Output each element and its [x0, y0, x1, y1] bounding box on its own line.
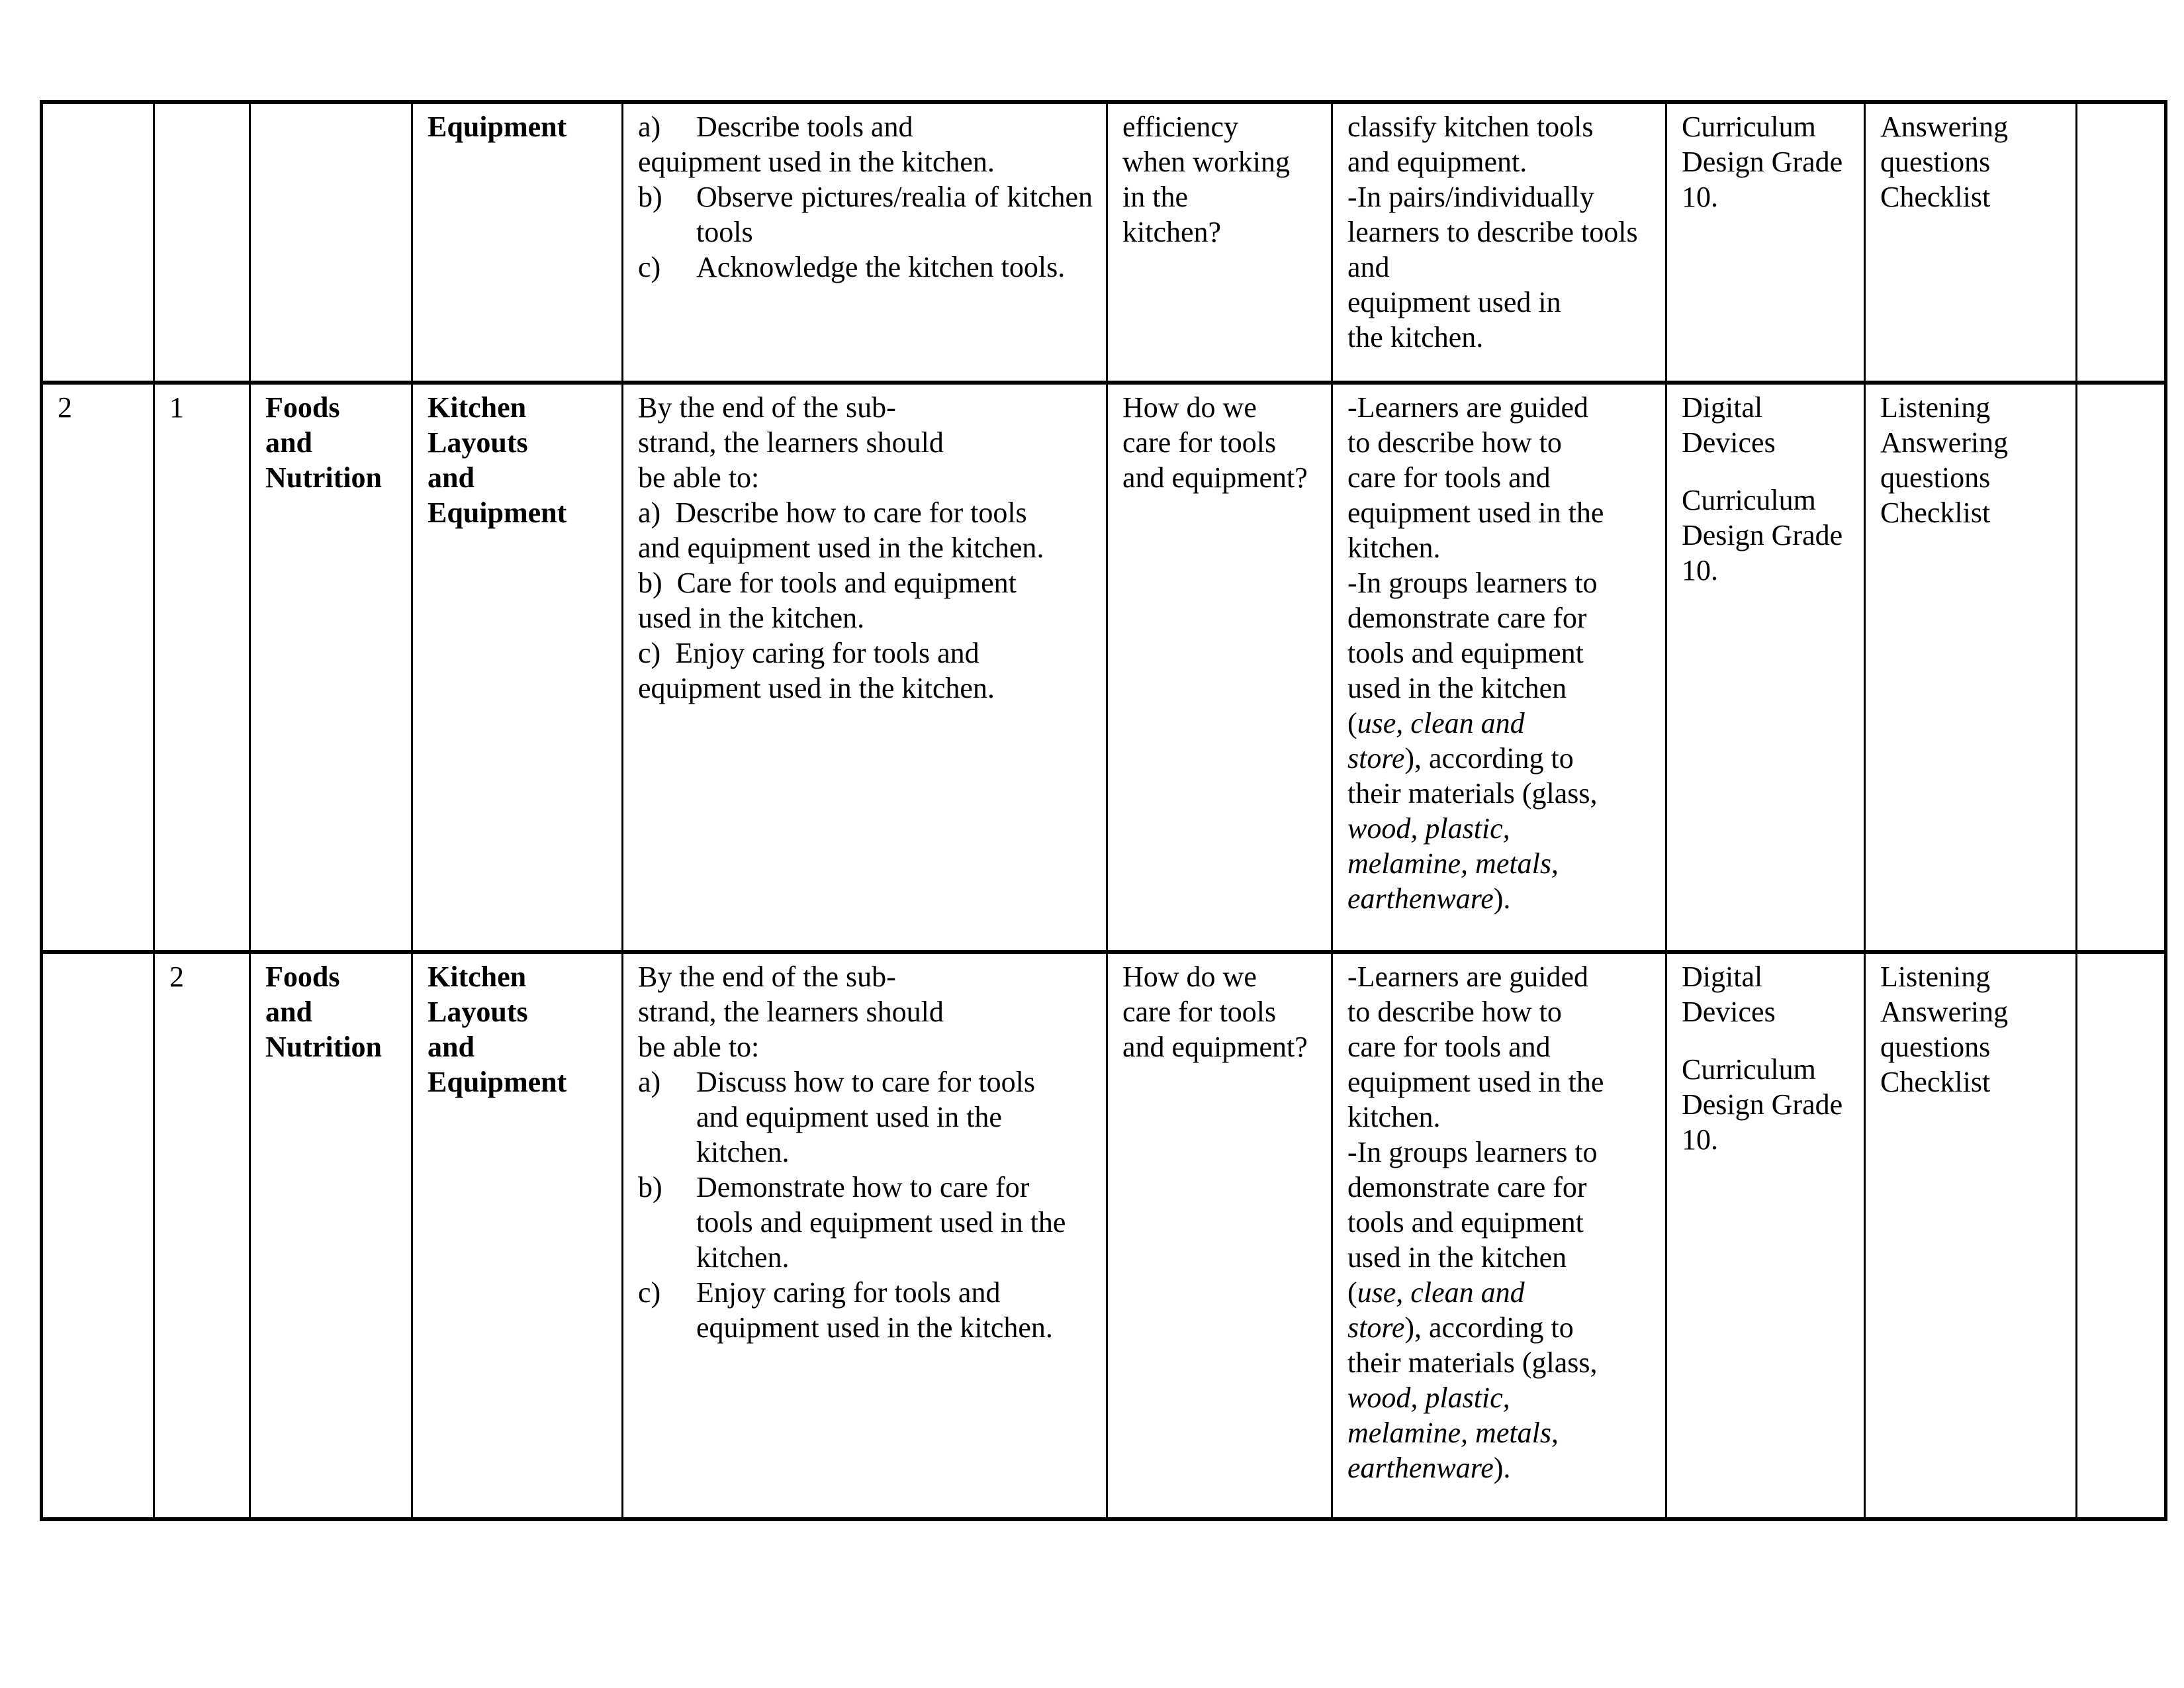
outcome-text: Describe how to care for tools	[675, 496, 1027, 529]
experience-italic: use, clean and	[1357, 707, 1525, 739]
experience-italic: earthenware	[1347, 882, 1494, 915]
reflection-cell	[2077, 952, 2166, 1519]
resource-line: 10.	[1682, 181, 1718, 213]
experience-line	[1347, 741, 1652, 776]
assessment-line: Answering	[1880, 996, 2009, 1028]
strand-line: and	[265, 426, 312, 459]
outcome-item-a	[638, 1064, 1093, 1170]
experience-line: equipment used in the	[1347, 1066, 1604, 1098]
outcome-marker: b)	[638, 567, 662, 599]
learning-resources-cell	[1666, 102, 1865, 383]
outcome-item-c	[638, 1275, 1093, 1345]
resource-line: 10.	[1682, 554, 1718, 586]
experience-italic: use, clean and	[1357, 1276, 1525, 1309]
sub-strand-line: Layouts	[428, 426, 528, 459]
lesson-cell: 1	[154, 383, 250, 952]
key-inquiry-cell	[1107, 383, 1332, 952]
assessment-line: questions	[1880, 146, 1991, 178]
experience-line: -In pairs/individually	[1347, 181, 1594, 213]
spacer	[1682, 460, 1850, 483]
inquiry-line: in the	[1122, 181, 1188, 213]
outcome-marker: a)	[638, 1066, 661, 1098]
outcome-text: and equipment used in the	[696, 1101, 1002, 1133]
experience-line	[1347, 1450, 1652, 1485]
outcome-text: Demonstrate how to care for	[696, 1171, 1030, 1203]
resource-line: Devices	[1682, 996, 1776, 1028]
outcome-text: tools and equipment used in the	[696, 1206, 1066, 1239]
outcome-item-c	[638, 635, 1093, 671]
key-inquiry-cell	[1107, 102, 1332, 383]
inquiry-line: care for tools	[1122, 426, 1277, 459]
experience-line: (use, clean and	[1347, 1276, 1525, 1309]
resource-line: Design Grade	[1682, 519, 1843, 551]
inquiry-line: care for tools	[1122, 996, 1277, 1028]
outcome-intro-line: strand, the learners should	[638, 426, 944, 459]
outcome-intro-line: By the end of the sub-	[638, 961, 896, 993]
assessment-line: Checklist	[1880, 1066, 1991, 1098]
strand-cell	[250, 383, 412, 952]
lesson-cell	[154, 102, 250, 383]
experience-italic: wood, plastic,	[1347, 812, 1510, 845]
sub-strand-line: and	[428, 1031, 475, 1063]
week-cell: 2	[42, 383, 154, 952]
outcome-marker: c)	[638, 637, 661, 669]
learning-experiences-cell	[1332, 952, 1666, 1519]
experience-line: and	[1347, 251, 1390, 283]
resource-line: Design Grade	[1682, 146, 1843, 178]
experience-line: tools and equipment	[1347, 637, 1584, 669]
experience-line	[1347, 846, 1652, 881]
strand-cell	[250, 102, 412, 383]
experience-text: ).	[1493, 882, 1511, 915]
sub-strand-cell	[412, 952, 623, 1519]
experience-italic: store	[1347, 1311, 1405, 1344]
learning-experiences-cell	[1332, 383, 1666, 952]
week-cell	[42, 952, 154, 1519]
experience-line: demonstrate care for	[1347, 1171, 1587, 1203]
outcome-item-c	[638, 250, 1093, 285]
experience-line: learners to describe tools	[1347, 216, 1638, 248]
assessment-cell	[1865, 383, 2077, 952]
assessment-line: questions	[1880, 1031, 1991, 1063]
inquiry-line: and equipment?	[1122, 461, 1308, 494]
outcome-text-continued: equipment used in the kitchen.	[638, 146, 995, 178]
learning-resources-cell	[1666, 952, 1865, 1519]
experience-italic: wood, plastic,	[1347, 1382, 1510, 1414]
experience-line: kitchen.	[1347, 1101, 1441, 1133]
learning-outcomes-cell	[623, 383, 1107, 952]
experience-line	[1347, 1310, 1652, 1345]
experience-line: care for tools and	[1347, 1031, 1551, 1063]
strand-line: Foods	[265, 961, 340, 993]
strand-line: and	[265, 996, 312, 1028]
outcome-text: Observe pictures/realia of kitchen tools	[696, 181, 1093, 248]
scheme-of-work-table	[40, 100, 2167, 1521]
assessment-line: Checklist	[1880, 181, 1991, 213]
experience-line: classify kitchen tools	[1347, 111, 1594, 143]
assessment-line: Listening	[1880, 391, 1991, 424]
outcome-intro-line: By the end of the sub-	[638, 391, 896, 424]
experience-line: care for tools and	[1347, 461, 1551, 494]
outcome-intro-line: strand, the learners should	[638, 996, 944, 1028]
experience-line: to describe how to	[1347, 426, 1562, 459]
sub-strand-line: Layouts	[428, 996, 528, 1028]
experience-italic: melamine, metals,	[1347, 1417, 1559, 1449]
inquiry-line: and equipment?	[1122, 1031, 1308, 1063]
experience-line: equipment used in	[1347, 286, 1561, 318]
reflection-cell	[2077, 102, 2166, 383]
experience-line: their materials (glass,	[1347, 777, 1598, 810]
experience-text: ), according to	[1404, 1311, 1574, 1344]
outcome-item-a	[638, 495, 1093, 530]
sub-strand-line: Equipment	[428, 1066, 567, 1098]
experience-line: their materials (glass,	[1347, 1346, 1598, 1379]
assessment-line: Checklist	[1880, 496, 1991, 529]
experience-italic: melamine, metals,	[1347, 847, 1559, 880]
experience-line: used in the kitchen	[1347, 1241, 1567, 1274]
table-row	[42, 952, 2166, 1519]
outcome-text: Discuss how to care for tools	[696, 1066, 1036, 1098]
experience-line: and equipment.	[1347, 146, 1527, 178]
outcome-item-b	[638, 179, 1093, 250]
experience-line: equipment used in the	[1347, 496, 1604, 529]
resource-line: Curriculum	[1682, 1053, 1816, 1086]
outcome-text: equipment used in the kitchen.	[638, 672, 995, 704]
assessment-line: Answering	[1880, 111, 2009, 143]
strand-line: Nutrition	[265, 461, 382, 494]
inquiry-line: How do we	[1122, 961, 1257, 993]
experience-line: the kitchen.	[1347, 321, 1484, 353]
sub-strand-cell	[412, 102, 623, 383]
learning-outcomes-cell	[623, 952, 1107, 1519]
outcome-item-a	[638, 109, 1093, 144]
assessment-cell	[1865, 952, 2077, 1519]
experience-line: kitchen.	[1347, 532, 1441, 564]
outcome-marker: a)	[638, 111, 661, 143]
experience-line: used in the kitchen	[1347, 672, 1567, 704]
experience-italic: store	[1347, 742, 1405, 774]
table-row	[42, 383, 2166, 952]
resource-line: Devices	[1682, 426, 1776, 459]
outcome-text: Describe tools and	[696, 111, 913, 143]
outcome-marker: c)	[638, 251, 661, 283]
experience-line: to describe how to	[1347, 996, 1562, 1028]
key-inquiry-cell	[1107, 952, 1332, 1519]
inquiry-line: when working	[1122, 146, 1290, 178]
experience-line	[1347, 1415, 1652, 1450]
outcome-text: Enjoy caring for tools and	[696, 1276, 1001, 1309]
learning-outcomes-cell	[623, 102, 1107, 383]
resource-line: Design Grade	[1682, 1088, 1843, 1121]
experience-line: -Learners are guided	[1347, 961, 1589, 993]
experience-line	[1347, 881, 1652, 916]
table-row	[42, 102, 2166, 383]
experience-text: ), according to	[1404, 742, 1574, 774]
sub-strand-line: and	[428, 461, 475, 494]
inquiry-line: efficiency	[1122, 111, 1239, 143]
outcome-marker: c)	[638, 1276, 661, 1309]
strand-cell	[250, 952, 412, 1519]
assessment-line: Answering	[1880, 426, 2009, 459]
resource-line: Digital	[1682, 391, 1763, 424]
sub-strand-text: Equipment	[428, 111, 567, 143]
assessment-cell	[1865, 102, 2077, 383]
experience-line: -In groups learners to	[1347, 567, 1598, 599]
experience-line: tools and equipment	[1347, 1206, 1584, 1239]
experience-line: -Learners are guided	[1347, 391, 1589, 424]
outcome-text: and equipment used in the kitchen.	[638, 532, 1044, 564]
experience-text: ).	[1493, 1452, 1511, 1484]
outcome-intro-line: be able to:	[638, 1031, 760, 1063]
inquiry-line: kitchen?	[1122, 216, 1222, 248]
resource-line: Curriculum	[1682, 484, 1816, 516]
outcome-text: Enjoy caring for tools and	[675, 637, 979, 669]
experience-line: -In groups learners to	[1347, 1136, 1598, 1168]
outcome-item-b	[638, 1170, 1093, 1275]
resource-line: Curriculum	[1682, 111, 1816, 143]
assessment-line: questions	[1880, 461, 1991, 494]
sub-strand-cell	[412, 383, 623, 952]
sub-strand-line: Kitchen	[428, 391, 527, 424]
lesson-cell: 2	[154, 952, 250, 1519]
strand-line: Nutrition	[265, 1031, 382, 1063]
outcome-text: kitchen.	[696, 1241, 790, 1274]
outcome-marker: b)	[638, 1171, 662, 1203]
inquiry-line: How do we	[1122, 391, 1257, 424]
sub-strand-line: Equipment	[428, 496, 567, 529]
week-cell	[42, 102, 154, 383]
outcome-text: equipment used in the kitchen.	[696, 1311, 1053, 1344]
outcome-intro-line: be able to:	[638, 461, 760, 494]
outcome-text: kitchen.	[696, 1136, 790, 1168]
experience-line	[1347, 1380, 1652, 1415]
outcome-text: Care for tools and equipment	[676, 567, 1017, 599]
spacer	[1682, 1029, 1850, 1052]
reflection-cell	[2077, 383, 2166, 952]
experience-line	[1347, 811, 1652, 846]
learning-experiences-cell	[1332, 102, 1666, 383]
outcome-text: used in the kitchen.	[638, 602, 865, 634]
outcome-text: Acknowledge the kitchen tools.	[696, 251, 1066, 283]
outcome-marker: a)	[638, 496, 661, 529]
outcome-item-b	[638, 565, 1093, 600]
sub-strand-line: Kitchen	[428, 961, 527, 993]
assessment-line: Listening	[1880, 961, 1991, 993]
experience-line: (use, clean and	[1347, 707, 1525, 739]
experience-line: demonstrate care for	[1347, 602, 1587, 634]
resource-line: 10.	[1682, 1123, 1718, 1156]
resource-line: Digital	[1682, 961, 1763, 993]
learning-resources-cell	[1666, 383, 1865, 952]
strand-line: Foods	[265, 391, 340, 424]
outcome-marker: b)	[638, 181, 662, 213]
experience-italic: earthenware	[1347, 1452, 1494, 1484]
